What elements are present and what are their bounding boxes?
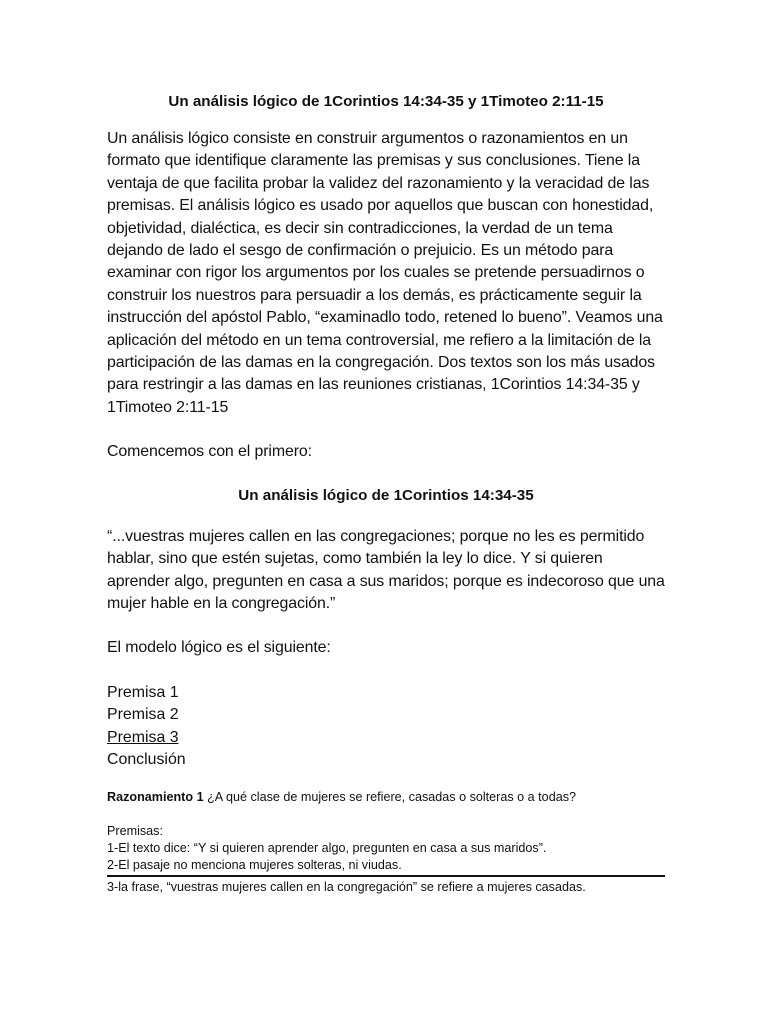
model-intro: El modelo lógico es el siguiente: xyxy=(107,639,331,657)
model-premise-3-text: Premisa 3 xyxy=(107,728,179,746)
reasoning-heading xyxy=(107,789,665,806)
reasoning-label: Razonamiento 1 xyxy=(107,790,204,805)
document-page xyxy=(107,92,665,896)
model-premise-2: Premisa 2 xyxy=(107,706,179,724)
premises-label: Premisas: xyxy=(107,824,163,839)
model-premise-1: Premisa 1 xyxy=(107,683,179,701)
model-premise-3 xyxy=(107,727,665,749)
section-title: Un análisis lógico de 1Corintios 14:34-35 xyxy=(238,486,534,504)
document-title: Un análisis lógico de 1Corintios 14:34-35 y 1Timoteo 2:11-15 xyxy=(168,93,604,110)
reasoning-question: ¿A qué clase de mujeres se refiere, casadas o solteras o a todas? xyxy=(203,790,576,805)
start-paragraph: Comencemos con el primero: xyxy=(107,443,312,461)
premise-2: 2-El pasaje no menciona mujeres solteras, ni viudas. xyxy=(107,857,665,877)
model-list xyxy=(107,682,665,772)
scripture-quote: “...vuestras mujeres callen en las congregaciones; porque no les es permitido hablar, sino que estén sujetas, como también la ley lo dice. Y si quieren aprender algo, pregunten en casa a sus maridos; porque es indecoroso que una mujer hable en la congregación.” xyxy=(107,527,665,612)
premise-3: 3-la frase, “vuestras mujeres callen en la congregación” se refiere a mujeres casadas. xyxy=(107,880,586,895)
model-conclusion: Conclusión xyxy=(107,750,186,768)
intro-paragraph: Un análisis lógico consiste en construir argumentos o razonamientos en un formato que identifique claramente las premisas y sus conclusiones. Tiene la ventaja de que facilita probar la validez del razonamiento y la veracidad de las premisas. El análisis lógico es usado por aquellos que buscan con honestidad, objetividad, dialéctica, es decir sin contradicciones, la verdad de un tema dejando de lado el sesgo de confirmación o prejuicio. Es un método para examinar con rigor los argumentos por los cuales se pretende persuadirnos o construir los nuestros para persuadir a los demás, es prácticamente seguir la instrucción del apóstol Pablo, “examinadlo todo, retened lo bueno”. Veamos una aplicación del método en un tema controversial, me refiero a la limitación de la participación de las damas en la congregación. Dos textos son los más usados para restringir a las damas en las reuniones cristianas, 1Corintios 14:34-35 y 1Timoteo 2:11-15 xyxy=(107,130,663,416)
premise-1: 1-El texto dice: “Y si quieren aprender algo, pregunten en casa a sus maridos”. xyxy=(107,841,547,856)
